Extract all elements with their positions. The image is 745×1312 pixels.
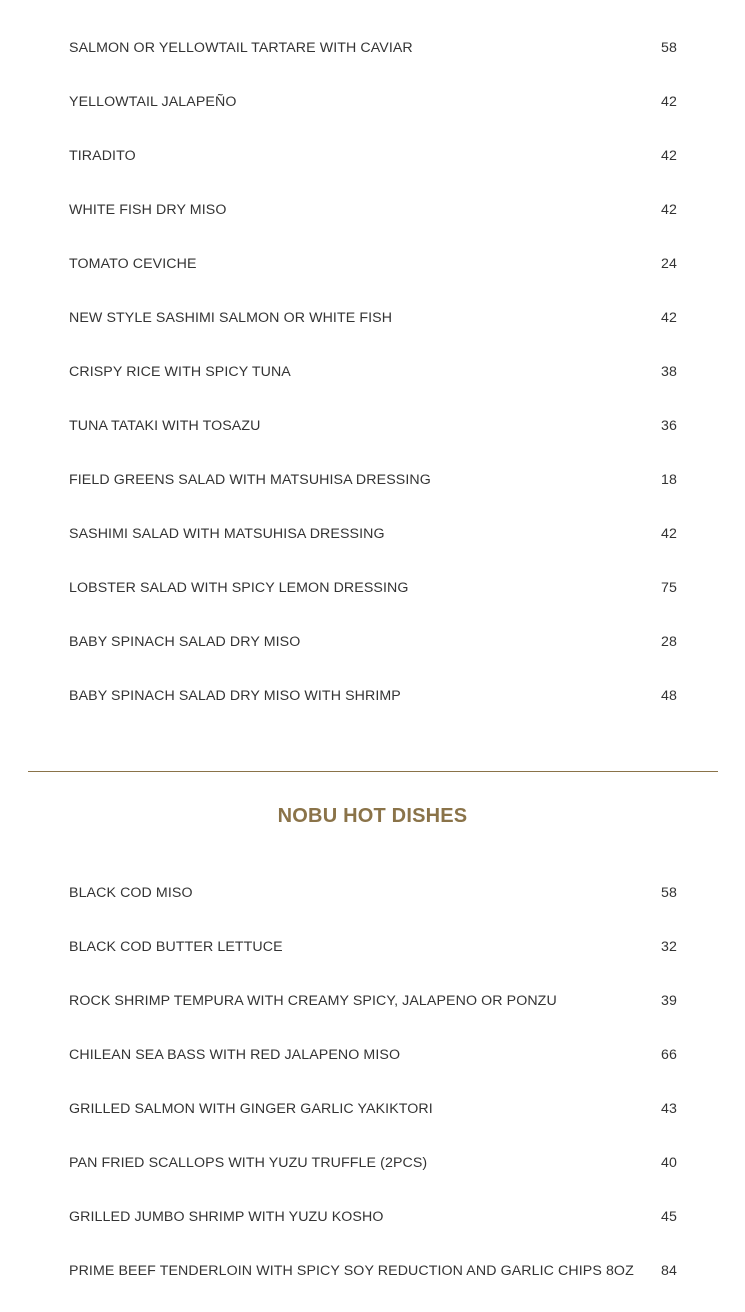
item-price: 42 [661,310,677,326]
menu-item [69,1043,677,1067]
menu-item [69,1151,677,1175]
item-price: 42 [661,526,677,542]
menu-item [69,1205,677,1229]
menu-item [69,1097,677,1121]
item-name: BABY SPINACH SALAD DRY MISO WITH SHRIMP [69,688,401,704]
menu-item [69,198,677,222]
menu-item [69,935,677,959]
item-price: 38 [661,364,677,380]
menu-item [69,989,677,1013]
menu-item [69,576,677,600]
menu-item [69,252,677,276]
item-name: GRILLED JUMBO SHRIMP WITH YUZU KOSHO [69,1209,384,1225]
item-name: SALMON OR YELLOWTAIL TARTARE WITH CAVIAR [69,40,413,56]
item-name: BLACK COD MISO [69,885,193,901]
item-price: 58 [661,40,677,56]
section-divider [28,771,718,772]
item-name: BLACK COD BUTTER LETTUCE [69,939,283,955]
menu-item [69,360,677,384]
menu-item [69,1259,677,1283]
menu-item [69,468,677,492]
item-price: 42 [661,202,677,218]
item-price: 42 [661,148,677,164]
menu-item [69,90,677,114]
item-name: LOBSTER SALAD WITH SPICY LEMON DRESSING [69,580,409,596]
item-price: 42 [661,94,677,110]
item-name: PAN FRIED SCALLOPS WITH YUZU TRUFFLE (2PCS) [69,1155,428,1171]
item-name: YELLOWTAIL JALAPEÑO [69,94,237,110]
item-price: 32 [661,939,677,955]
item-price: 39 [661,993,677,1009]
menu-item [69,522,677,546]
menu-item [69,630,677,654]
item-name: CHILEAN SEA BASS WITH RED JALAPENO MISO [69,1047,401,1063]
item-name: SASHIMI SALAD WITH MATSUHISA DRESSING [69,526,385,542]
menu-item [69,144,677,168]
item-price: 40 [661,1155,677,1171]
item-name: PRIME BEEF TENDERLOIN WITH SPICY SOY REDUCTION AND GARLIC CHIPS 8OZ [69,1263,634,1279]
menu-item [69,684,677,708]
item-name: ROCK SHRIMP TEMPURA WITH CREAMY SPICY, JALAPENO OR PONZU [69,993,557,1009]
item-price: 24 [661,256,677,272]
item-price: 75 [661,580,677,596]
item-name: TIRADITO [69,148,136,164]
item-price: 28 [661,634,677,650]
item-name: NEW STYLE SASHIMI SALMON OR WHITE FISH [69,310,393,326]
item-name: CRISPY RICE WITH SPICY TUNA [69,364,291,380]
item-name: BABY SPINACH SALAD DRY MISO [69,634,301,650]
item-name: GRILLED SALMON WITH GINGER GARLIC YAKIKTORI [69,1101,433,1117]
item-price: 45 [661,1209,677,1225]
menu-item [69,306,677,330]
menu-item [69,414,677,438]
item-name: TOMATO CEVICHE [69,256,197,272]
item-price: 36 [661,418,677,434]
item-name: FIELD GREENS SALAD WITH MATSUHISA DRESSING [69,472,431,488]
item-name: WHITE FISH DRY MISO [69,202,227,218]
item-price: 66 [661,1047,677,1063]
menu-item [69,36,677,60]
item-price: 43 [661,1101,677,1117]
item-price: 84 [661,1263,677,1279]
item-price: 18 [661,472,677,488]
menu-item [69,881,677,905]
item-name: TUNA TATAKI WITH TOSAZU [69,418,261,434]
item-price: 48 [661,688,677,704]
section-title: NOBU HOT DISHES [277,805,468,827]
item-price: 58 [661,885,677,901]
